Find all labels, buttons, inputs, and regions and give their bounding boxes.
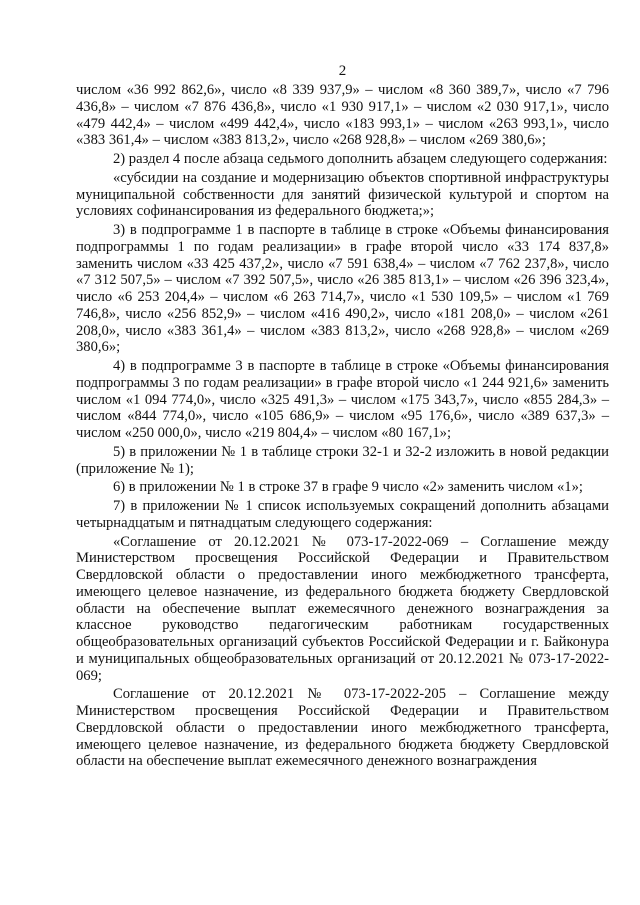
paragraph-agreement-205: Соглашение от 20.12.2021 № 073-17-2022-205 – Соглашение между Министерством просвещения Российской Федерации и Правительством Свердловской области о предоставлении иного межбюджетного трансферта, имеющего целевое назначение, из федерального бюджета бюджету Свердловской области на обеспечение выплат ежемесячного денежного вознаграждения (76, 686, 609, 770)
document-page (76, 64, 609, 770)
paragraph-item-7: 7) в приложении № 1 список используемых сокращений дополнить абзацами четырнадцатым и пятнадцатым следующего содержания: (76, 498, 609, 531)
paragraph-item-5: 5) в приложении № 1 в таблице строки 32-1 и 32-2 изложить в новой редакции (приложение № 1); (76, 443, 609, 477)
paragraph-item-2: 2) раздел 4 после абзаца седьмого дополнить абзацем следующего содержания: (113, 151, 608, 167)
paragraph-agreement-069: «Соглашение от 20.12.2021 № 073-17-2022-069 – Соглашение между Министерством просвещения Российской Федерации и Правительством Свердловской области о предоставлении иного межбюджетного трансферта, имеющего целевое назначение, из федерального бюджета бюджету Свердловской области на обеспечение выплат ежемесячного денежного вознаграждения за классное руководство педагогическим работникам государственных общеобразовательных организаций субъектов Российской Федерации и г. Байконура и муниципальных общеобразовательных организаций от 20.12.2021 № 073-17-2022-069; (76, 533, 609, 684)
paragraph-quote-subsidies: «субсидии на создание и модернизацию объектов спортивной инфраструктуры муниципальной собственности для занятий физической культурой и спортом на условиях софинансирования из федерального бюджета;»; (76, 169, 609, 220)
paragraph-item-4: 4) в подпрограмме 3 в паспорте в таблице в строке «Объемы финансирования подпрограммы 3 по годам реализации» в графе второй число «1 244 921,6» заменить числом «1 094 774,0», число «325 491,3» – числом «175 343,7», число «855 284,3» – числом «844 774,0», число «105 686,9» – числом «95 176,6», число «389 637,3» – числом «250 000,0», число «219 804,4» – числом «80 167,1»; (76, 358, 609, 441)
paragraph-continuation: числом «36 992 862,6», число «8 339 937,9» – числом «8 360 389,7», число «7 796 436,8» – числом «7 876 436,8», число «1 930 917,1» – числом «2 030 917,1», число «479 442,4» – числом «499 442,4», число «183 993,1» – числом «263 993,1», число «383 361,4» – числом «383 813,2», число «268 928,8» – числом «269 380,6»; (76, 82, 609, 149)
paragraph-item-6: 6) в приложении № 1 в строке 37 в графе 9 число «2» заменить числом «1»; (113, 479, 583, 496)
page-number: 2 (338, 63, 347, 79)
paragraph-item-3: 3) в подпрограмме 1 в паспорте в таблице в строке «Объемы финансирования подпрограммы 1 по годам реализации» в графе второй число «33 174 837,8» заменить числом «33 425 437,2», число «7 591 638,4» – числом «7 762 237,8», число «7 312 507,5» – числом «7 392 507,5», число «26 385 813,1» – числом «26 396 323,4», число «6 253 204,4» – числом «6 263 714,7», число «1 530 109,5» – числом «1 769 746,8», число «256 852,9» – числом «416 490,2», число «181 208,0» – числом «261 208,0», число «383 361,4» – числом «383 813,2», число «268 928,8» – числом «269 380,6»; (76, 222, 609, 356)
